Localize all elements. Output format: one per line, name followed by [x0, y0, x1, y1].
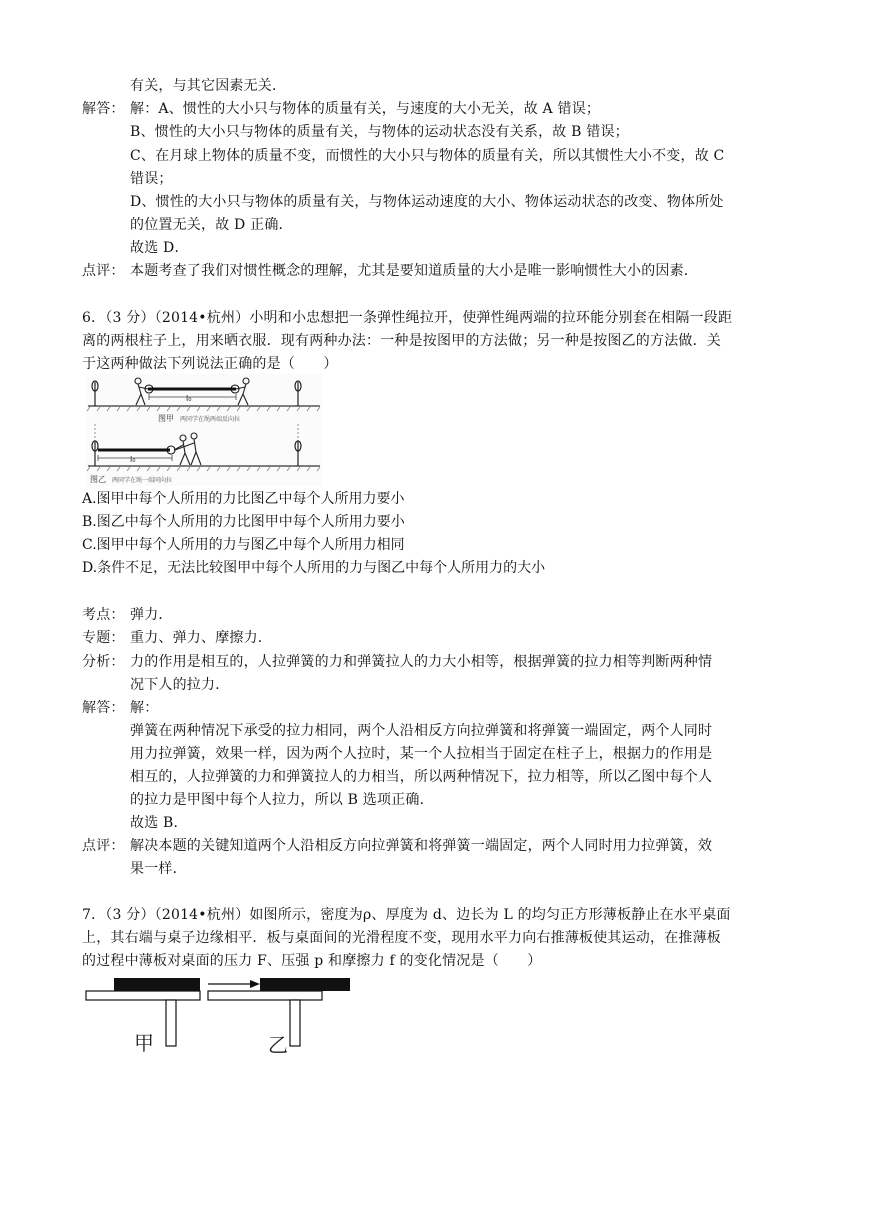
- q6-comment-line: 果一样．: [130, 861, 187, 877]
- q6-answer-label: 解答：: [82, 700, 125, 716]
- q7-stem-line: 的过程中薄板对桌面的压力 F、压强 p 和摩擦力 f 的变化情况是（ ）: [82, 953, 542, 969]
- q5-analysis-continuation: 有关，与其它因素无关．: [130, 78, 287, 94]
- table-leg-yi: [290, 1000, 300, 1046]
- length-label-top: l₀: [186, 394, 192, 403]
- q5-answer-line: 的位置无关，故 D 正确．: [130, 217, 293, 233]
- q5-answer-line: 错误；: [130, 171, 173, 187]
- q6-option-c: C.图甲中每个人所用的力与图乙中每个人所用力相同: [82, 537, 405, 553]
- table-top-jia: [86, 991, 200, 1000]
- q6-answer-line: 故选 B．: [130, 815, 188, 831]
- q6-stem-line: 于这两种做法下列说法正确的是（ ）: [82, 356, 338, 372]
- figure-caption-yi-note: 两同学在绳一端同向拉: [112, 477, 173, 484]
- q5-answer-label: 解答：: [82, 101, 125, 117]
- q7-plate-figure: [84, 976, 356, 1056]
- figure-caption-jia: 图甲: [158, 414, 174, 423]
- q5-answer-line: D、惯性的大小只与物体的质量有关，与物体运动速度的大小、物体运动状态的改变、物体所处: [130, 194, 724, 210]
- label-yi: 乙: [268, 1033, 288, 1056]
- q6-comment-label: 点评：: [82, 838, 125, 854]
- q7-stem-line: 7．（3 分）（2014•杭州）如图所示，密度为ρ、厚度为 d、边长为 L 的均匀正方形薄板静止在水平桌面: [82, 907, 731, 923]
- q5-answer-line: 故选 D．: [130, 240, 189, 256]
- q6-answer-line: 的拉力是甲图中每个人拉力，所以 B 选项正确．: [130, 792, 434, 808]
- q7-stem-line: 上，其右端与桌子边缘相平．板与桌面间的光滑程度不变，现用水平力向右推薄板使其运动，在推薄板: [82, 930, 721, 946]
- q6-answer-line: 相互的，人拉弹簧的力和弹簧拉人的力相当，所以两种情况下，拉力相等，所以乙图中每个人: [130, 769, 713, 785]
- figure-caption-yi: 图乙: [90, 475, 106, 484]
- q5-comment-label: 点评：: [82, 263, 125, 279]
- q6-stem-line: 离的两根柱子上，用来晒衣服．现有两种办法：一种是按图甲的方法做；另一种是按图乙的方法做．关: [82, 333, 721, 349]
- q6-option-d: D.条件不足，无法比较图甲中每个人所用的力与图乙中每个人所用力的大小: [82, 560, 546, 576]
- q6-kaodian-label: 考点：: [82, 607, 125, 623]
- q6-comment-line: 解决本题的关键知道两个人沿相反方向拉弹簧和将弹簧一端固定，两个人同时用力拉弹簧，效: [130, 838, 713, 854]
- q6-fenxi-line: 况下人的拉力．: [130, 677, 230, 693]
- q6-zhuanti-label: 专题：: [82, 630, 125, 646]
- q5-answer-line: C、在月球上物体的质量不变，而惯性的大小只与物体的质量有关，所以其惯性大小不变，故 C: [130, 148, 725, 164]
- q6-fenxi-line: 力的作用是相互的，人拉弹簧的力和弹簧拉人的力大小相等，根据弹簧的拉力相等判断两种情: [130, 654, 713, 670]
- length-label-bottom: l₀: [130, 455, 136, 464]
- q6-fenxi-label: 分析：: [82, 654, 125, 670]
- plate-jia: [114, 978, 200, 991]
- q6-answer-line: 解：: [130, 700, 159, 716]
- q5-answer-line: 解：A、惯性的大小只与物体的质量有关，与速度的大小无关，故 A 错误；: [130, 101, 601, 117]
- label-jia: 甲: [134, 1031, 154, 1055]
- q6-option-b: B.图乙中每个人所用的力比图甲中每个人所用力要小: [82, 514, 405, 530]
- q6-rope-figure: [86, 374, 322, 486]
- q6-stem-line: 6．（3 分）（2014•杭州）小明和小忠想把一条弹性绳拉开，使弹性绳两端的拉环能分别套在相隔一段距: [82, 310, 733, 326]
- table-leg-jia: [166, 1000, 176, 1046]
- q6-option-a: A.图甲中每个人所用的力比图乙中每个人所用力要小: [82, 491, 405, 507]
- q6-answer-line: 弹簧在两种情况下承受的拉力相同，两个人沿相反方向拉弹簧和将弹簧一端固定，两个人同时: [130, 723, 713, 739]
- q6-kaodian: 弹力．: [130, 607, 173, 623]
- q5-comment: 本题考查了我们对惯性概念的理解，尤其是要知道质量的大小是唯一影响惯性大小的因素．: [130, 263, 698, 279]
- figure-caption-jia-note: 两同学在绳两端反向拉: [180, 416, 241, 423]
- q6-answer-line: 用力拉弹簧，效果一样，因为两个人拉时，某一个人拉相当于固定在柱子上，根据力的作用是: [130, 746, 713, 762]
- plate-yi: [260, 978, 350, 991]
- table-top-yi: [208, 991, 322, 1000]
- q6-zhuanti: 重力、弹力、摩擦力．: [130, 630, 272, 646]
- q5-answer-line: B、惯性的大小只与物体的质量有关，与物体的运动状态没有关系，故 B 错误；: [130, 124, 629, 140]
